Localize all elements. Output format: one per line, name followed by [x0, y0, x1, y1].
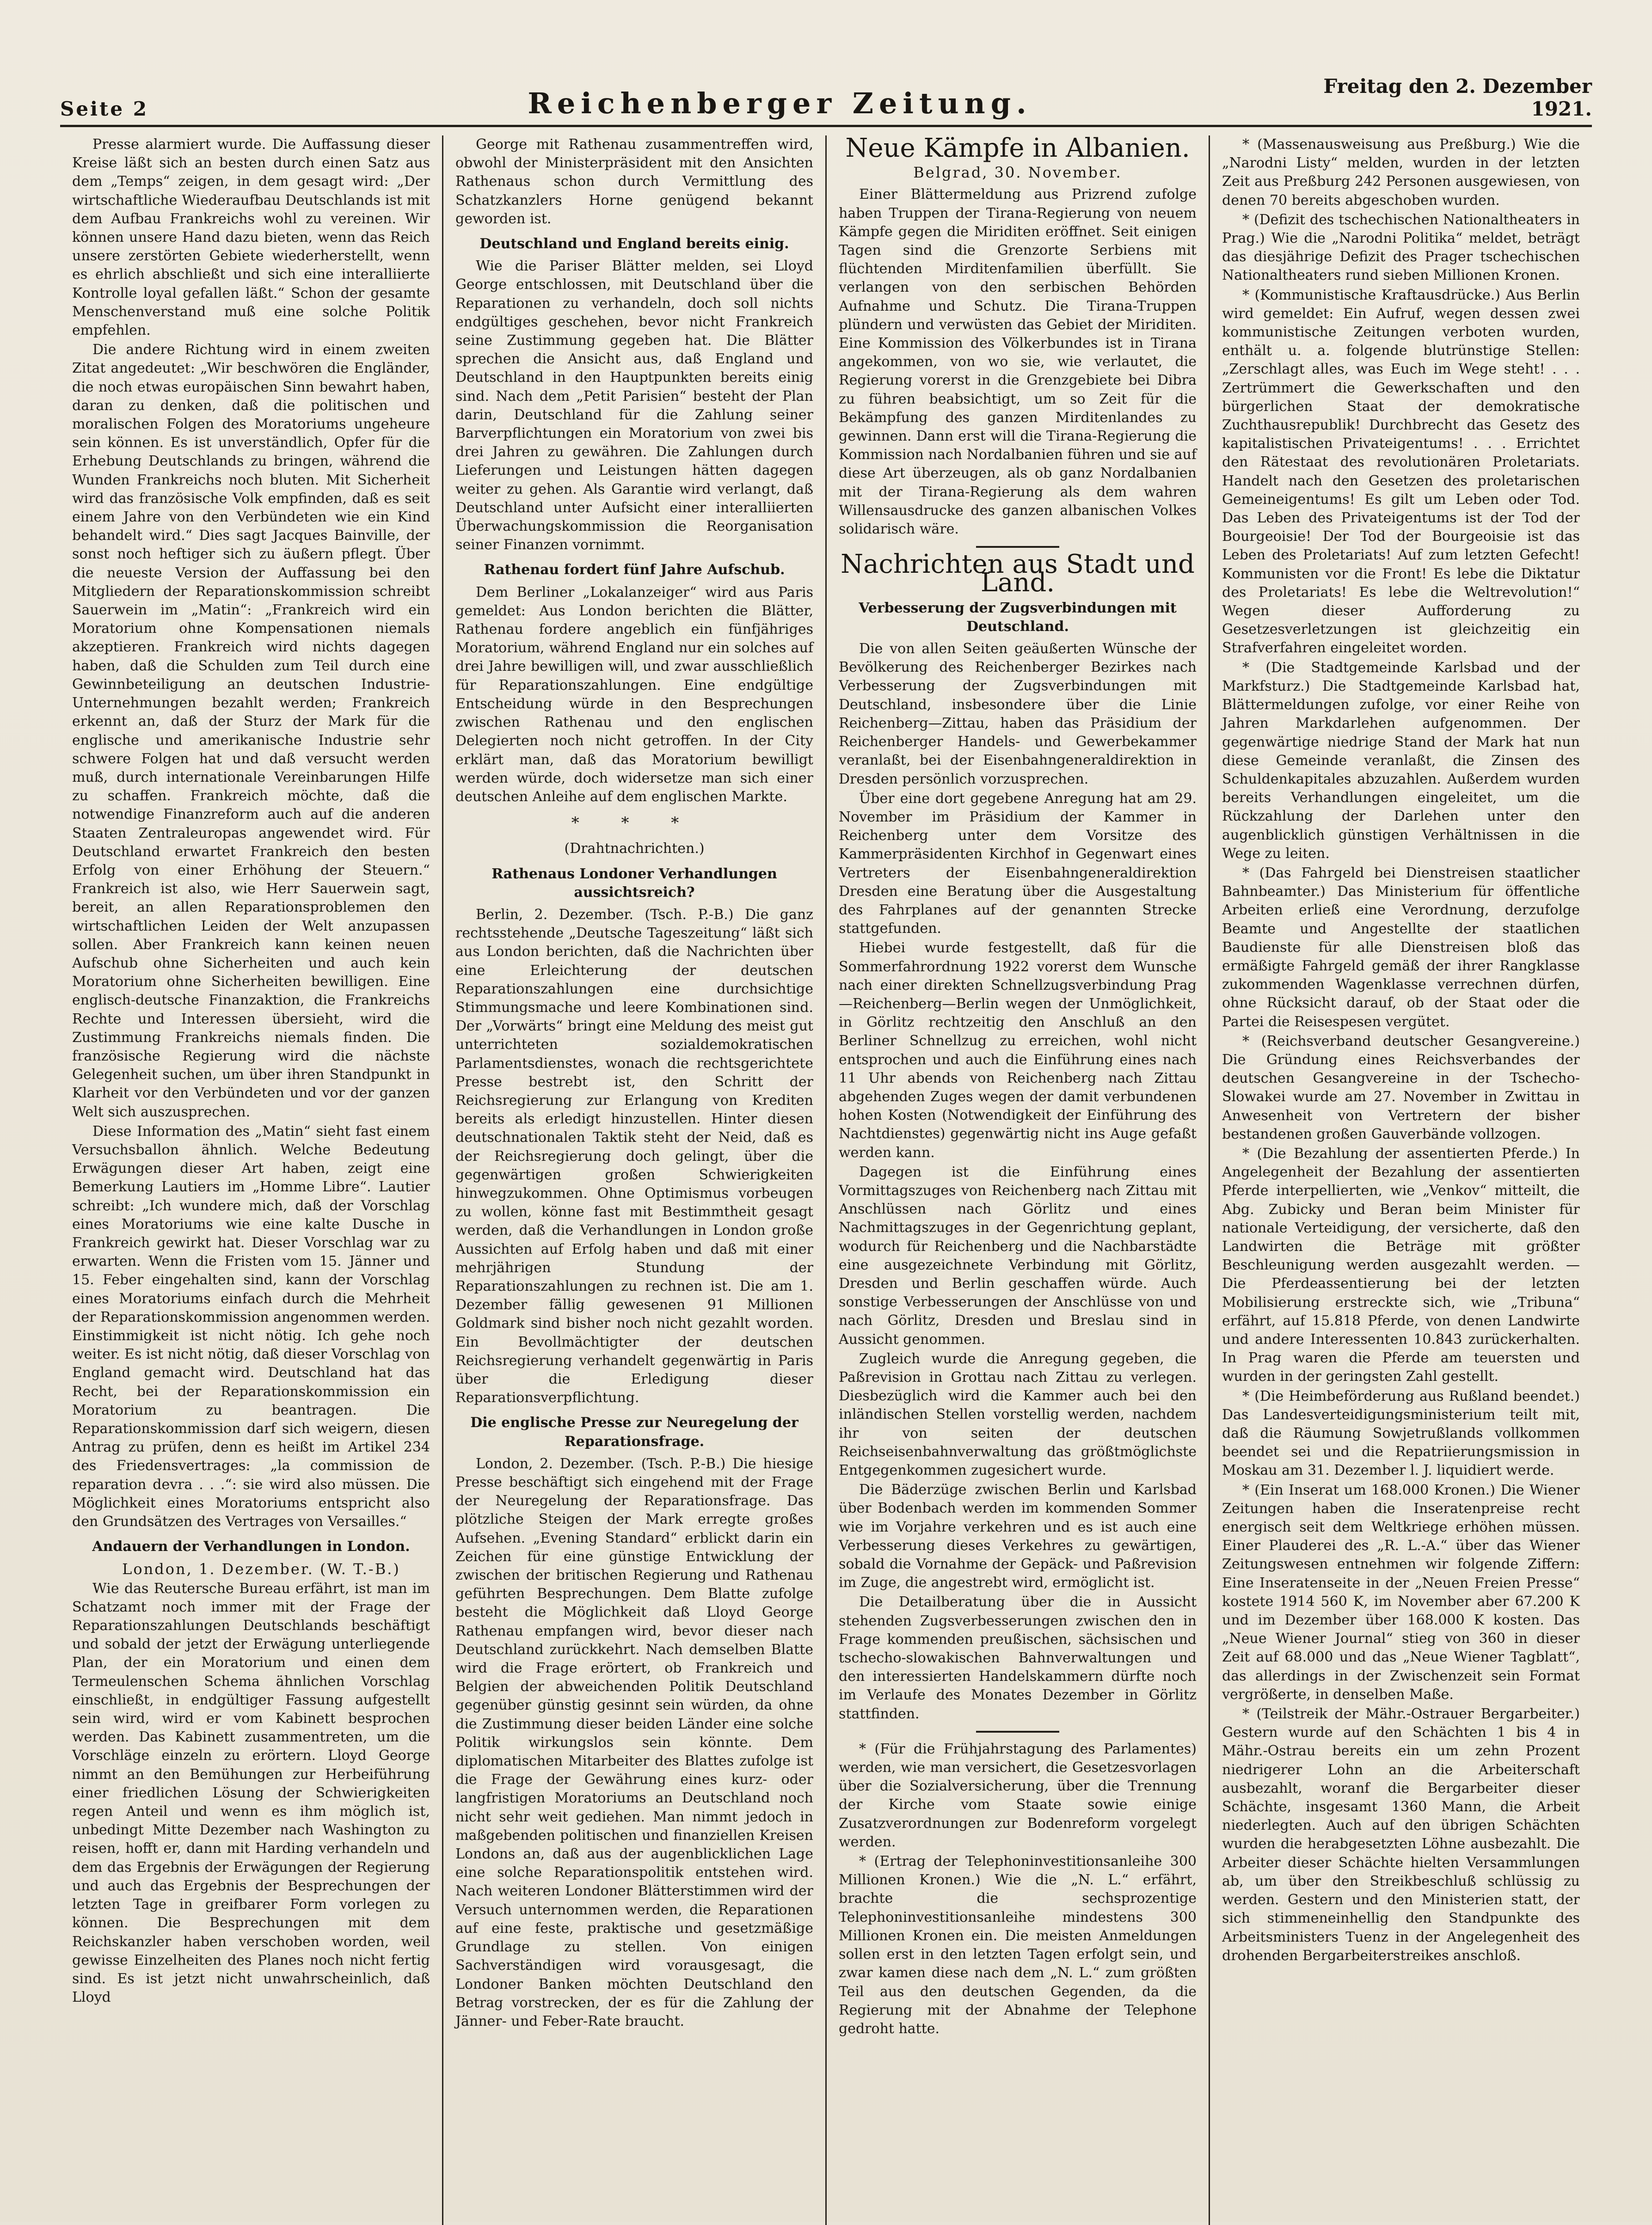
article-paragraph: Über eine dort gegebene Anregung hat am 29. November im Präsidium der Kammer in Reichenberg unter dem Vorsitze des Kammerpräsidenten Kirchhof in Gegenwart eines Vertreters der Eisenbahngeneraldirektion Dresden eine Beratung über die Ausgestaltung des Fahrplanes auf der genannten Strecke stattgefunden. [839, 790, 1197, 937]
article-paragraph: Die Bäderzüge zwischen Berlin und Karlsbad über Bodenbach werden im kommenden Sommer wie im Vorjahre verkehren und es ist auch eine Verbesserung dieses Verkehres zu gewärtigen, sobald die Vornahme der Gepäck- und Paßrevision im Zuge, die angestrebt wird, ermöglicht ist. [839, 1482, 1197, 1591]
news-item: * (Das Fahrgeld bei Dienstreisen staatlicher Bahnbeamter.) Das Ministerium für öffentliche Arbeiten erließ eine Verordnung, derzufolge Beamte und Angestellte der staatlichen Baudienste für alle Dienstreisen bloß das ermäßigte Fahrgeld gemäß der ihrer Rangklasse zukommenden Wagenklasse verrechnen dürfen, ohne Rücksicht darauf, ob der Staat oder die Partei die Reisespesen vergütet. [1222, 864, 1580, 1030]
article-heading: Die englische Presse zur Neuregelung der Reparationsfrage. [470, 1415, 798, 1450]
dateline: Belgrad, 30. November. [913, 164, 1122, 182]
article-paragraph: Wie die Pariser Blätter melden, sei Lloyd George entschlossen, mit Deutschland über die Reparationen zu verhandeln, doch soll nichts endgültiges geschehen, bevor nicht Frankreich seine Zustimmung gegeben hat. Die Blätter sprechen die Ansicht aus, daß England und Deutschland in den Hauptpunkten bereits einig sind. Nach dem „Petit Parisien“ besteht der Plan darin, Deutschland für die Zahlung seiner Barverpflichtungen ein Moratorium von zwei bis drei Jahren zu gewähren. Die Zahlungen durch Lieferungen und Leistungen hätten dagegen weiter zu gehen. Als Garantie wird verlangt, daß Deutschland unter Aufsicht einer interalliierten Überwachungskommission die Reorganisation seiner Finanzen vornimmt. [455, 258, 813, 553]
news-item: * (Die Bezahlung der assentierten Pferde.) In Angelegenheit der Bezahlung der assentierten Pferde interpellierten, wie „Venkov“ mitteilt, die Abg. Zubicky und Beran beim Minister für nationale Verteidigung, der versicherte, daß den Landwirten die Beträge mit größter Beschleunigung werden ausgezahlt werden. — Die Pferdeassentierung bei der letzten Mobilisierung erstreckte sich, wie „Tribuna“ erfährt, auf 15.818 Pferde, von denen Landwirte und andere Interessenten 10.843 zurückerhalten. In Prag waren die Pferde am teuersten und wurden in der geringsten Zahl gestellt. [1222, 1145, 1580, 1385]
news-item: * (Defizit des tschechischen Nationaltheaters in Prag.) Wie die „Narodni Politika“ meldet, beträgt das diesjährige Defizit des Prager tschechischen Nationaltheaters rund sieben Millionen Kronen. [1222, 211, 1580, 284]
divider-rule [976, 1731, 1059, 1733]
article-paragraph: Berlin, 2. Dezember. (Tsch. P.-B.) Die ganz rechtsstehende „Deutsche Tageszeitung“ läßt sich aus London berichten, daß die Nachrichten über eine Erleichterung der deutschen Reparationszahlungen eine durchsichtige Stimmungsmache und leere Kombinationen sind. Der „Vorwärts“ bringt eine Meldung des meist gut unterrichteten sozialdemokratischen Parlamentsdienstes, wonach die rechtsgerichtete Presse bestrebt ist, den Schritt der Reichsregierung zur Erlangung von Krediten bereits als erledigt hinzustellen. Hinter diesen deutschnationalen Taktik steht der Neid, daß es der Reichsregierung doch gelingt, über die gegenwärtigen großen Schwierigkeiten hinwegzukommen. Ohne Optimismus vorbeugen zu wollen, könne fast mit Bestimmtheit gesagt werden, daß die Verhandlungen in London große Aussichten auf Erfolg haben und daß mit einer mehrjährigen Stundung der Reparationszahlungen zu rechnen ist. Die am 1. Dezember fällig gewesenen 91 Millionen Goldmark sind bisher noch nicht gezahlt worden. Ein Bevollmächtigter der deutschen Reichsregierung verhandelt gegenwärtig in Paris über die Erledigung dieser Reparationsverpflichtung. [455, 906, 813, 1406]
section-label: (Drahtnachrichten.) [564, 840, 705, 857]
article-paragraph: Hiebei wurde festgestellt, daß für die Sommerfahrordnung 1922 vorerst dem Wunsche nach einer direkten Schnellzugsverbindung Prag—Reichenberg—Berlin wegen der Unmöglichkeit, in Görlitz rechtzeitig den Anschluß an den Berliner Schnellzug zu erreichen, wohl nicht entsprochen und auch die Einführung eines nach 11 Uhr abends von Reichenberg nach Zittau abgehenden Zuges wegen der damit verbundenen hohen Kosten (Notwendigkeit der Einführung des Nachtdienstes) gegenwärtig nicht ins Auge gefaßt werden kann. [839, 940, 1197, 1161]
article-heading: Verbesserung der Zugsverbindungen mit Deutschland. [859, 600, 1177, 635]
column-3 [825, 135, 1209, 2225]
section-headline: Nachrichten aus Stadt und Land. [841, 549, 1195, 598]
section-divider-stars: * * * [571, 814, 698, 833]
article-heading: Andauern der Verhandlungen in London. [92, 1538, 410, 1555]
newspaper-title: Reichenberger Zeitung. [528, 86, 1032, 120]
article-headline: Neue Kämpfe in Albanien. [845, 135, 1190, 163]
news-item: * (Ein Inserat um 168.000 Kronen.) Die Wiener Zeitungen haben die Inseratenpreise recht energisch seit dem Weltkriege erhöhen müssen. Einer Plauderei des „R. L.-A.“ über das Wiener Zeitungswesen entnehmen wir folgende Ziffern: Eine Inseratenseite in der „Neuen Freien Presse“ kostete 1914 560 K, im November aber 67.200 K und im Dezember über 168.000 K kosten. Das „Neue Wiener Journal“ stieg von 360 in dieser Zeit auf 68.000 und das „Neue Wiener Tagblatt“, das allerdings in der Zwischenzeit sein Format vergrößerte, in denselben Maße. [1222, 1482, 1580, 1703]
article-paragraph: Wie das Reutersche Bureau erfährt, ist man im Schatzamt noch immer mit der Frage der Reparationszahlungen Deutschlands beschäftigt und sobald der jetzt der Erwägung unterliegende Plan, der ein Moratorium und einen dem Termeulenschen Schema ähnlichen Vorschlag einschließt, in endgültiger Fassung aufgestellt sein wird, wird er vom Kabinett besprochen werden. Das Kabinett zusammentreten, um die Vorschläge einzeln zu erörtern. Lloyd George nimmt an den Bemühungen zur Herbeiführung einer friedlichen Lösung der Schwierigkeiten regen Anteil und wenn es ihm möglich ist, unbedingt Mitte Dezember nach Washington zu reisen, hofft er, dann mit Harding verhandeln und dem das Ergebnis der Erwägungen der Regierung und auch das Ergebnis der Besprechungen der letzten Tage in greifbarer Form vorlegen zu können. Die Besprechungen mit dem Reichskanzler haben verschoben worden, weil gewisse Einzelheiten des Planes noch nicht fertig sind. Es ist jetzt nicht unwahrscheinlich, daß Lloyd [72, 1580, 430, 2006]
article-paragraph: London, 2. Dezember. (Tsch. P.-B.) Die hiesige Presse beschäftigt sich eingehend mit der Frage der Neuregelung der Reparationsfrage. Das plötzliche Steigen der Mark erregte großes Aufsehen. „Evening Standard“ erblickt darin ein Zeichen für eine günstige Entwicklung der zwischen der britischen Regierung und Rathenau geführten Besprechungen. Dem Blatte zufolge besteht die Möglichkeit daß Lloyd George Rathenau empfangen wird, bevor dieser nach Deutschland zurückkehrt. Nach demselben Blatte wird die Frage erörtert, ob Frankreich und Belgien der abweichenden Politik Deutschland gegenüber günstig gesinnt sein würden, da ohne die Zustimmung dieser beiden Länder eine solche Politik wirkungslos sein könnte. Dem diplomatischen Mitarbeiter des Blattes zufolge ist die Frage der Gewährung eines kurz- oder langfristigen Moratoriums an Deutschland noch nicht sehr weit gediehen. Man nimmt jedoch in maßgebenden politischen und finanziellen Kreisen Londons an, daß aus der augenblicklichen Lage eine solche Reparationspolitik entstehen wird. Nach weiteren Londoner Blätterstimmen wird der Versuch unternommen werden, die Reparationen auf eine feste, praktische und gesetzmäßige Grundlage zu stellen. Von einigen Sachverständigen wird vorausgesagt, die Londoner Banken möchten Deutschland den Betrag vorstrecken, der es für die Zahlung der Jänner- und Feber-Rate braucht. [455, 1455, 813, 2029]
article-paragraph: Zugleich wurde die Anregung gegeben, die Paßrevision in Grottau nach Zittau zu verlegen. Diesbezüglich wird die Kammer auch bei den inländischen Stellen vorstellig werden, nachdem ihr von seiten der deutschen Reichseisenbahnverwaltung das größtmöglichste Entgegenkommen zugesichert wurde. [839, 1350, 1197, 1479]
column-1 [60, 135, 442, 2225]
news-item: * (Reichsverband deutscher Gesangvereine.) Die Gründung eines Reichsverbandes der deutschen Gesangvereine in der Tschecho-Slowakei wurde am 27. November in Zwittau in Anwesenheit von Vertretern der bisher bestandenen großen Gauverbände vollzogen. [1222, 1033, 1580, 1142]
article-heading: Deutschland und England bereits einig. [479, 236, 789, 252]
article-paragraph: Die von allen Seiten geäußerten Wünsche der Bevölkerung des Reichenberger Bezirkes nach Verbesserung der Zugsverbindungen mit Deutschland, insbesondere über die Linie Reichenberg—Zittau, haben das Präsidium der Reichenberger Handels- und Gewerbekammer veranlaßt, bei der Eisenbahngeneraldirektion in Dresden persönlich vorzusprechen. [839, 641, 1197, 787]
divider-rule [976, 546, 1059, 548]
article-paragraph: Die Detailberatung über die in Aussicht stehenden Zugsverbesserungen zwischen den in Frage kommenden preußischen, sächsischen und tschecho-slowakischen Bahnverwaltungen und den interessierten Handelskammern dürfte noch im Verlaufe des Monates Dezember in Görlitz stattfinden. [839, 1594, 1197, 1722]
article-heading: Rathenau fordert fünf Jahre Aufschub. [484, 562, 785, 578]
article-paragraph: Die andere Richtung wird in einem zweiten Zitat angedeutet: „Wir beschwören die Engländer, die noch etwas europäischen Sinn bewahrt haben, daran zu denken, daß die politischen und moralischen Folgen des Moratoriums ungeheure sein können. Es ist unverständlich, Opfer für die Erhebung Deutschlands zu bringen, während die Wunden Frankreichs noch bluten. Mit Sicherheit wird das französische Volk empfinden, daß es seit einem Jahre von den Verbündeten wie ein Kind behandelt wird.“ Dies sagt Jacques Bainville, der sonst noch heftiger sich zu äußern pflegt. Über die neueste Version der Auffassung bei den Mitgliedern der Reparationskommission schreibt Sauerwein im „Matin“: „Frankreich wird ein Moratorium ohne Kompensationen niemals akzeptieren. Frankreich wird nichts dagegen haben, daß die Schulden zum Teil durch eine Gewinnbeteiligung an deutschen Industrie-Unternehmungen bezahlt werden; Frankreich erkennt an, daß der Sturz der Mark für die englische und amerikanische Industrie sehr schwere Folgen hat und daß versucht werden muß, durch internationale Vereinbarungen Hilfe zu schaffen. Frankreich möchte, daß die notwendige Finanzreform auch auf die anderen Staaten Zentraleuropas angewendet wird. Für Deutschland erwartet Frankreich den besten Erfolg von einer Erhöhung der Steuern.“ Frankreich ist also, wie Herr Sauerwein sagt, bereit, an allen Reparationsproblemen den wirtschaftlichen Leiden der Welt anzupassen sollen. Aber Frankreich kann keinen neuen Aufschub ohne Sicherheiten und auch kein Moratorium ohne Sicherheiten bewilligen. Eine englisch-deutsche Finanzaktion, die Frankreichs Rechte und Interessen übersieht, wird die Zustimmung Frankreichs niemals finden. Die französische Regierung wird die nächste Gelegenheit suchen, um über ihren Standpunkt in Klarheit vor den Verbündeten und vor der ganzen Welt sich auszusprechen. [72, 342, 430, 1120]
news-item: * (Für die Frühjahrstagung des Parlamentes) werden, wie man versichert, die Gesetzesvorlagen über die Sozialversicherung, über die Trennung der Kirche vom Staate sowie einige Zusatzverordnungen zur Bodenreform vorgelegt werden. [839, 1741, 1197, 1850]
article-heading: Rathenaus Londoner Verhandlungen aussichtsreich? [491, 865, 777, 901]
article-paragraph: George mit Rathenau zusammentreffen wird, obwohl der Ministerpräsident mit den Ansichten Rathenaus schon durch Vermittlung des Schatzkanzlers Horne genügend bekannt geworden ist. [455, 136, 813, 227]
news-item: * (Die Heimbeförderung aus Rußland beendet.) Das Landesverteidigungsministerium teilt mit, daß die Räumung Sowjetrußlands vollkommen beendet sei und die Repatriierungsmission in Moskau am 31. Dezember l. J. liquidiert werde. [1222, 1388, 1580, 1479]
issue-date: Freitag den 2. Dezember 1921. [1323, 75, 1592, 120]
masthead [60, 65, 1592, 127]
article-paragraph: Presse alarmiert wurde. Die Auffassung dieser Kreise läßt sich an besten durch einen Satz aus dem „Temps“ zeigen, in dem gesagt wird: „Der wirtschaftliche Wiederaufbau Deutschlands ist mit dem Aufbau Frankreichs wohl zu vereinen. Wir können unsere Hand dazu bieten, wenn das Reich unsere zerstörten Gebiete wiederherstellt, wenn es ehrlich abschließt und sich eine interalliierte Kontrolle loyal gefallen läßt.“ Schon der gesamte Menschenverstand muß eine solche Politik empfehlen. [72, 136, 430, 339]
news-item: * (Die Stadtgemeinde Karlsbad und der Markfsturz.) Die Stadtgemeinde Karlsbad hat, Blättermeldungen zufolge, vor einer Reihe von Jahren Markdarlehen aufgenommen. Der gegenwärtige niedrige Stand der Mark hat nun diese Gemeinde veranlaßt, die Zinsen des Schuldenkapitales abzuzahlen. Außerdem wurden bereits Verhandlungen eingeleitet, um die Rückzahlung der Darlehen unter den augenblicklich günstigen Verhältnissen in die Wege zu leiten. [1222, 659, 1580, 862]
column-4 [1209, 135, 1592, 2225]
news-item: * (Kommunistische Kraftausdrücke.) Aus Berlin wird gemeldet: Ein Aufruf, wegen dessen zwei kommunistische Zeitungen verboten wurden, enthält u. a. folgende blutrünstige Stellen: „Zerschlagt alles, was Euch im Wege steht! . . . Zertrümmert die Gewerkschaften und den bürgerlichen Staat der demokratische Zuchthausrepublik! Durchbrecht das Gesetz des kapitalistischen Privateigentums! . . . Errichtet den Rätestaat des revolutionären Proletariats. Handelt nach den Gesetzen des proletarischen Gemeineigentums! Es gilt um Leben oder Tod. Das Leben des Privateigentums ist der Tod der Bourgeoisie! Der Tod der Bourgeoisie ist das Leben des Proletariats! Auf zum letzten Gefecht! Kommunisten vor die Front! Es lebe die Diktatur des Proletariats! Es lebe die Weltrevolution!“ Wegen dieser Aufforderung zu Gesetzesverletzungen ist gleichzeitig ein Strafverfahren eingeleitet worden. [1222, 287, 1580, 656]
page-number: Seite 2 [60, 98, 148, 120]
column-2 [442, 135, 825, 2225]
article-paragraph: Einer Blättermeldung aus Prizrend zufolge haben Truppen der Tirana-Regierung von neuem Kämpfe gegen die Miriditen eröffnet. Seit einigen Tagen sind die Grenzorte Serbiens mit flüchtenden Mirditenfamilien überfüllt. Sie verlangen von den serbischen Behörden Aufnahme und Schutz. Die Tirana-Truppen plündern und verwüsten das Gebiet der Miriditen. Eine Kommission des Völkerbundes ist in Tirana angekommen, von wo sie, wie verlautet, die Regierung vorerst in die Grenzgebiete bei Dibra zu führen beabsichtigt, um so Zeit für die Bekämpfung des ganzen Mirditenlandes zu gewinnen. Dann erst will die Tirana-Regierung die Kommission nach Nordalbanien führen und sie auf diese Art überzeugen, als ob ganz Nordalbanien mit der Tirana-Regierung als dem wahren Willensausdrucke des ganzen albanischen Volkes solidarisch wäre. [839, 186, 1197, 538]
article-paragraph: Dem Berliner „Lokalanzeiger“ wird aus Paris gemeldet: Aus London berichten die Blätter, Rathenau fordere angeblich ein fünfjähriges Moratorium, während England nur ein solches auf drei Jahre bewilligen will, und zwar ausschließlich für Reparationszahlungen. Eine endgültige Entscheidung würde in den Besprechungen zwischen Rathenau und den englischen Delegierten noch nicht getroffen. In der City erklärt man, daß das Moratorium bewilligt werden würde, doch widersetze man sich einer deutschen Anleihe auf dem englischen Markte. [455, 584, 813, 805]
news-item: * (Massenausweisung aus Preßburg.) Wie die „Narodni Listy“ melden, wurden in der letzten Zeit aus Preßburg 242 Personen ausgewiesen, von denen 70 bereits abgeschoben wurden. [1222, 136, 1580, 208]
news-item: * (Teilstreik der Mähr.-Ostrauer Bergarbeiter.) Gestern wurde auf den Schächten 1 bis 4 in Mähr.-Ostrau bereits ein um zehn Prozent niedrigerer Lohn an die Arbeiterschaft ausbezahlt, woranf die Bergarbeiter dieser Schächte, insgesamt 1360 Mann, die Arbeit niederlegten. Auch auf den übrigen Schächten wurden die herabgesetzten Löhne ausbezahlt. Die Arbeiter dieser Schächte hielten Versammlungen ab, um über den Streikbeschluß schlüssig zu werden. Gestern und den Ministerien statt, der sich stimmeneinhellig den Standpunkte des Arbeitsministers Tuenz in der Angelegenheit des drohenden Bergarbeiterstreikes anschloß. [1222, 1706, 1580, 1964]
columns [60, 135, 1592, 2225]
dateline: London, 1. Dezember. (W. T.-B.) [122, 1560, 400, 1578]
article-paragraph: Dagegen ist die Einführung eines Vormittagszuges von Reichenberg nach Zittau mit Anschlüssen nach Görlitz und eines Nachmittagszuges in der Gegenrichtung geplant, wodurch für Reichenberg und die Nachbarstädte eine ausgezeichnete Verbindung mit Görlitz, Dresden und Berlin geschaffen würde. Auch sonstige Verbesserungen der Anschlüsse von und nach Görlitz, Dresden und Breslau sind in Aussicht genommen. [839, 1164, 1197, 1348]
news-item: * (Ertrag der Telephoninvestitionsanleihe 300 Millionen Kronen.) Wie die „N. L.“ erfährt, brachte die sechsprozentige Telephoninvestitionsanleihe mindestens 300 Millionen Kronen ein. Die meisten Anmeldungen sollen erst in den letzten Tagen erfolgt sein, und zwar kamen diese nach dem „N. L.“ zum größten Teil aus den deutschen Gegenden, da die Regierung mit der Abnahme der Telephone gedroht hatte. [839, 1853, 1197, 2037]
article-paragraph: Diese Information des „Matin“ sieht fast einem Versuchsballon ähnlich. Welche Bedeutung Erwägungen dieser Art haben, zeigt eine Bemerkung Lautiers im „Homme Libre“. Lautier schreibt: „Ich wundere mich, daß der Vorschlag eines Moratoriums wie eine kalte Dusche in Frankreich gewirkt hat. Dieser Vorschlag war zu erwarten. Wenn die Fristen vom 15. Jänner und 15. Feber eingehalten sind, kann der Vorschlag eines Moratoriums einfach durch die Mehrheit der Reparationskommission angenommen werden. Einstimmigkeit ist nicht nötig. Ich gehe noch weiter. Es ist nicht nötig, daß dieser Vorschlag von England gemacht wird. Deutschland hat das Recht, bei der Reparationskommission ein Moratorium zu beantragen. Die Reparationskommission darf sich weigern, diesen Antrag zu prüfen, denn es heißt im Artikel 234 des Friedensvertrages: „la commission de reparation devra . . .“: sie wird also müssen. Die Möglichkeit eines Moratoriums entspricht also den Grundsätzen des Vertrages von Versailles.“ [72, 1123, 430, 1530]
